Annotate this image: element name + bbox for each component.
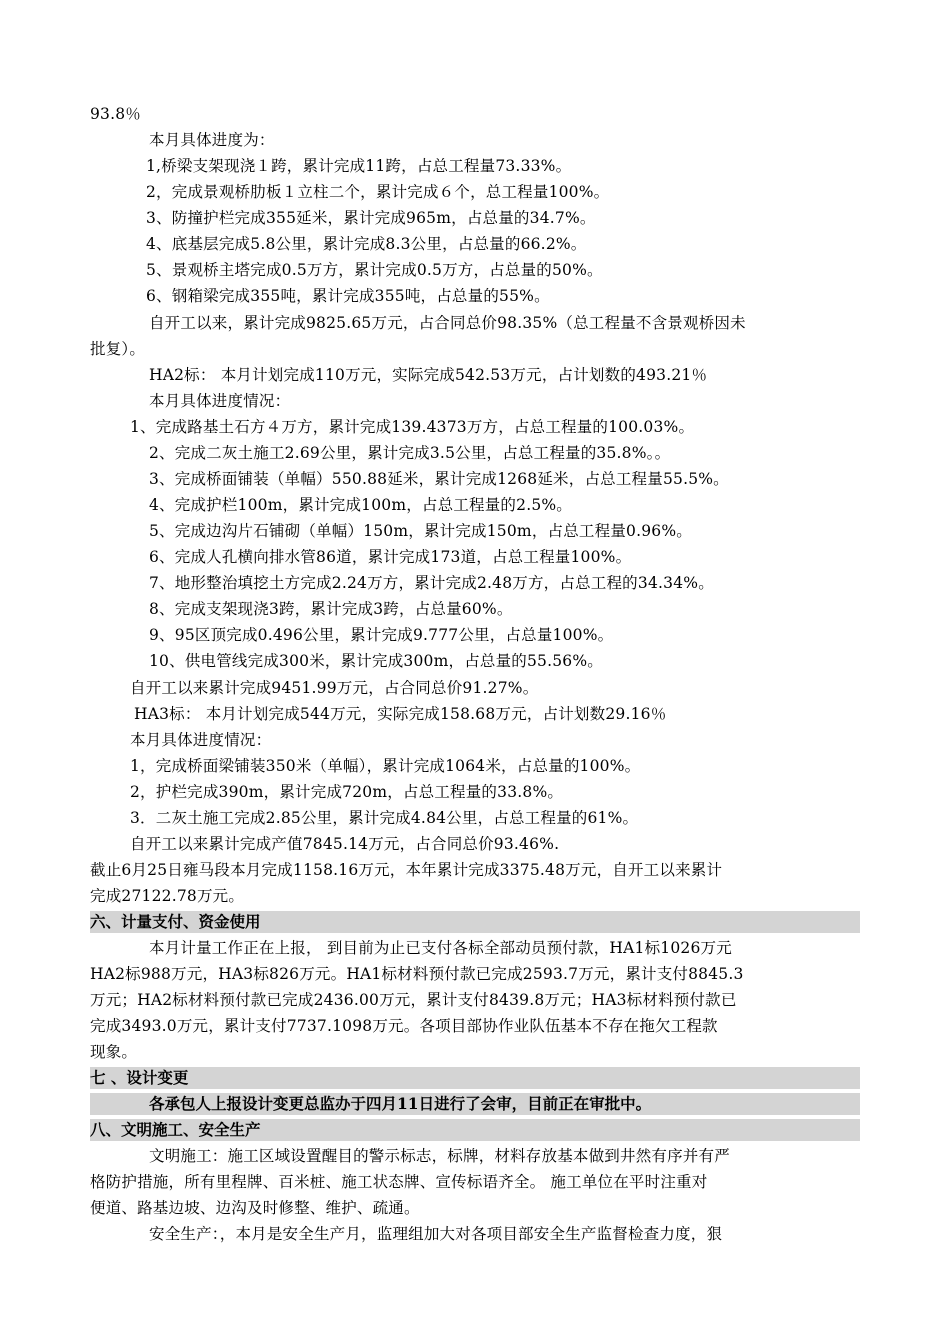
text-line: 自开工以来，累计完成9825.65万元，占合同总价98.35%（总工程量不含景观桥因未 — [149, 314, 746, 332]
text-line: 格防护措施，所有里程牌、百米桩、施工状态牌、宣传标语齐全。 施工单位在平时注重对 — [90, 1173, 708, 1191]
text-line: 6、完成人孔横向排水管86道，累计完成173道，占总工程量100%。 — [149, 548, 632, 566]
text-line: 4、完成护栏100m，累计完成100m，占总工程量的2.5%。 — [149, 496, 573, 514]
text-line: 自开工以来累计完成9451.99万元，占合同总价91.27%。 — [130, 679, 539, 697]
text-line: HA2标： 本月计划完成110万元，实际完成542.53万元，占计划数的493.21％ — [149, 366, 708, 384]
highlight-line — [90, 1093, 860, 1115]
text-line: 完成3493.0万元，累计支付7737.1098万元。各项目部协作业队伍基本不存在拖欠工程款 — [90, 1017, 718, 1035]
text-line: 9、95区顶完成0.496公里，累计完成9.777公里，占总量100%。 — [149, 626, 614, 644]
text-line: 4、底基层完成5.8公里，累计完成8.3公里，占总量的66.2%。 — [146, 235, 587, 253]
text-line: 1，完成桥面梁铺装350米（单幅），累计完成1064米，占总量的100%。 — [130, 757, 641, 775]
section-heading-7: 七 、设计变更 — [90, 1067, 860, 1089]
section-heading-8: 八、文明施工、安全生产 — [90, 1119, 860, 1141]
text-line: 本月具体进度情况： — [149, 392, 291, 410]
text-line: 93.8％ — [90, 105, 142, 123]
text-line: 2，完成景观桥肋板１立柱二个，累计完成６个，总工程量100%。 — [146, 183, 610, 201]
text-line: 万元；HA2标材料预付款已完成2436.00万元，累计支付8439.8万元；HA3标材料预付款已 — [90, 991, 737, 1009]
text-line: 3、完成桥面铺装（单幅）550.88延米，累计完成1268延米，占总工程量55.5%。 — [149, 470, 729, 488]
text-line: 8、完成支架现浇3跨，累计完成3跨，占总量60%。 — [149, 600, 513, 618]
text-line: 6、钢箱梁完成355吨，累计完成355吨，占总量的55%。 — [146, 287, 550, 305]
text-line: 5、景观桥主塔完成0.5万方，累计完成0.5万方，占总量的50%。 — [146, 261, 603, 279]
text-line: 本月计量工作正在上报， 到目前为止已支付各标全部动员预付款，HA1标1026万元 — [149, 939, 732, 957]
text-line: 截止6月25日雍马段本月完成1158.16万元，本年累计完成3375.48万元，自开工以来累计 — [90, 861, 723, 879]
text-line: 安全生产：，本月是安全生产月，监理组加大对各项目部安全生产监督检查力度，狠 — [149, 1225, 723, 1243]
text-line: 自开工以来累计完成产值7845.14万元，占合同总价93.46%. — [130, 835, 560, 853]
text-line: 文明施工：施工区域设置醒目的警示标志，标牌，材料存放基本做到井然有序并有严 — [149, 1147, 730, 1165]
text-line: 本月具体进度情况： — [130, 731, 272, 749]
text-line: 批复）。 — [90, 340, 146, 358]
text-line: 3、防撞护栏完成355延米，累计完成965m，占总量的34.7%。 — [146, 209, 596, 227]
text-line: 本月具体进度为： — [149, 131, 275, 149]
text-line: 便道、路基边坡、边沟及时修整、维护、疏通。 — [90, 1199, 420, 1217]
text-line: HA3标： 本月计划完成544万元，实际完成158.68万元，占计划数29.16％ — [134, 705, 667, 723]
text-line: 5、完成边沟片石铺砌（单幅）150m，累计完成150m，占总工程量0.96%。 — [149, 522, 692, 540]
text-line: 现象。 — [90, 1043, 138, 1061]
highlight-text: 各承包人上报设计变更总监办于四月11日进行了会审，目前正在审批中。 — [149, 1094, 652, 1113]
section-heading-6: 六、计量支付、资金使用 — [90, 911, 860, 933]
text-line: 7、地形整治填挖土方完成2.24万方，累计完成2.48万方，占总工程的34.34%。 — [149, 574, 714, 592]
text-line: 10、供电管线完成300米，累计完成300m，占总量的55.56%。 — [149, 652, 603, 670]
text-line: 2、完成二灰土施工2.69公里，累计完成3.5公里，占总工程量的35.8%。。 — [149, 444, 671, 462]
text-line: 完成27122.78万元。 — [90, 887, 245, 905]
text-line: 2，护栏完成390m，累计完成720m，占总工程量的33.8%。 — [130, 783, 564, 801]
text-line: 1、完成路基土石方４万方，累计完成139.4373万方，占总工程量的100.03%。 — [130, 418, 695, 436]
text-line: HA2标988万元，HA3标826万元。HA1标材料预付款已完成2593.7万元，累计支付8845.3 — [90, 965, 744, 983]
text-line: 1,桥梁支架现浇１跨，累计完成11跨，占总工程量73.33%。 — [146, 157, 572, 175]
text-line: 3．二灰土施工完成2.85公里，累计完成4.84公里，占总工程量的61%。 — [130, 809, 639, 827]
